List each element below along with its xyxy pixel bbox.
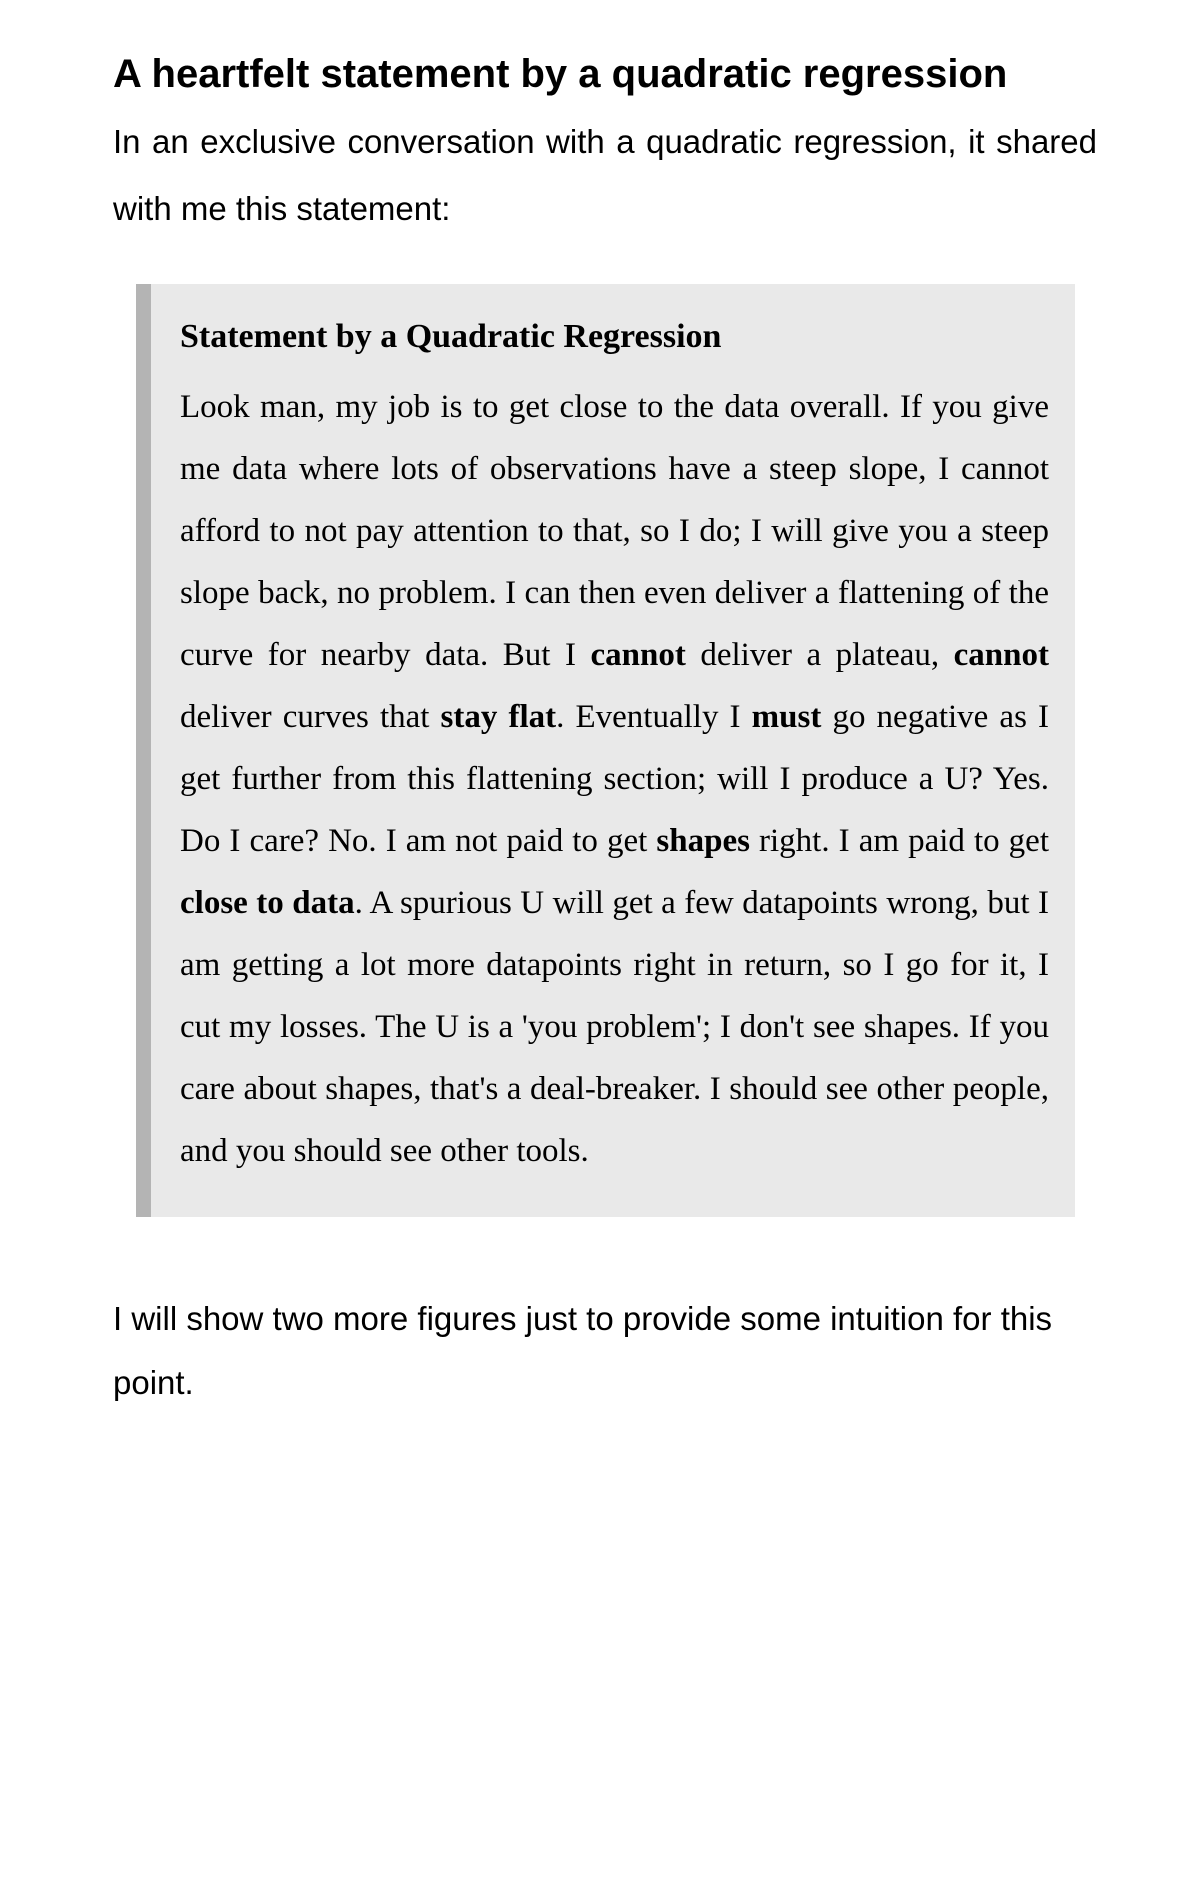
quote-body: Look man, my job is to get close to the data overall. If you give me data where lots of observations have a steep slope, I cannot afford to not pay attention to that, so I do; I will give you a steep slope back, no problem. I can then even deliver a flattening of the curve for nearby data. But I cannot deliver a plateau, cannot deliver curves that stay flat. Eventually I must go negative as I get further from this flattening section; will I produce a U? Yes. Do I care? No. I am not paid to get shapes right. I am paid to get close to data. A spurious U will get a few datapoints wrong, but I am getting a lot more datapoints right in return, so I go for it, I cut my losses. The U is a 'you problem'; I don't see shapes. If you care about shapes, that's a deal-breaker. I should see other people, and you should see other tools. — [180, 389, 1050, 1169]
outro-paragraph: I will show two more figures just to provide some intuition for this point. — [113, 1300, 1053, 1401]
article-heading: A heartfelt statement by a quadratic regression — [113, 52, 1008, 96]
intro-paragraph: In an exclusive conversation with a quadratic regression, it shared with me this statement: — [113, 123, 1097, 227]
quote-block — [136, 284, 1075, 1217]
quote-title: Statement by a Quadratic Regression — [180, 318, 722, 355]
